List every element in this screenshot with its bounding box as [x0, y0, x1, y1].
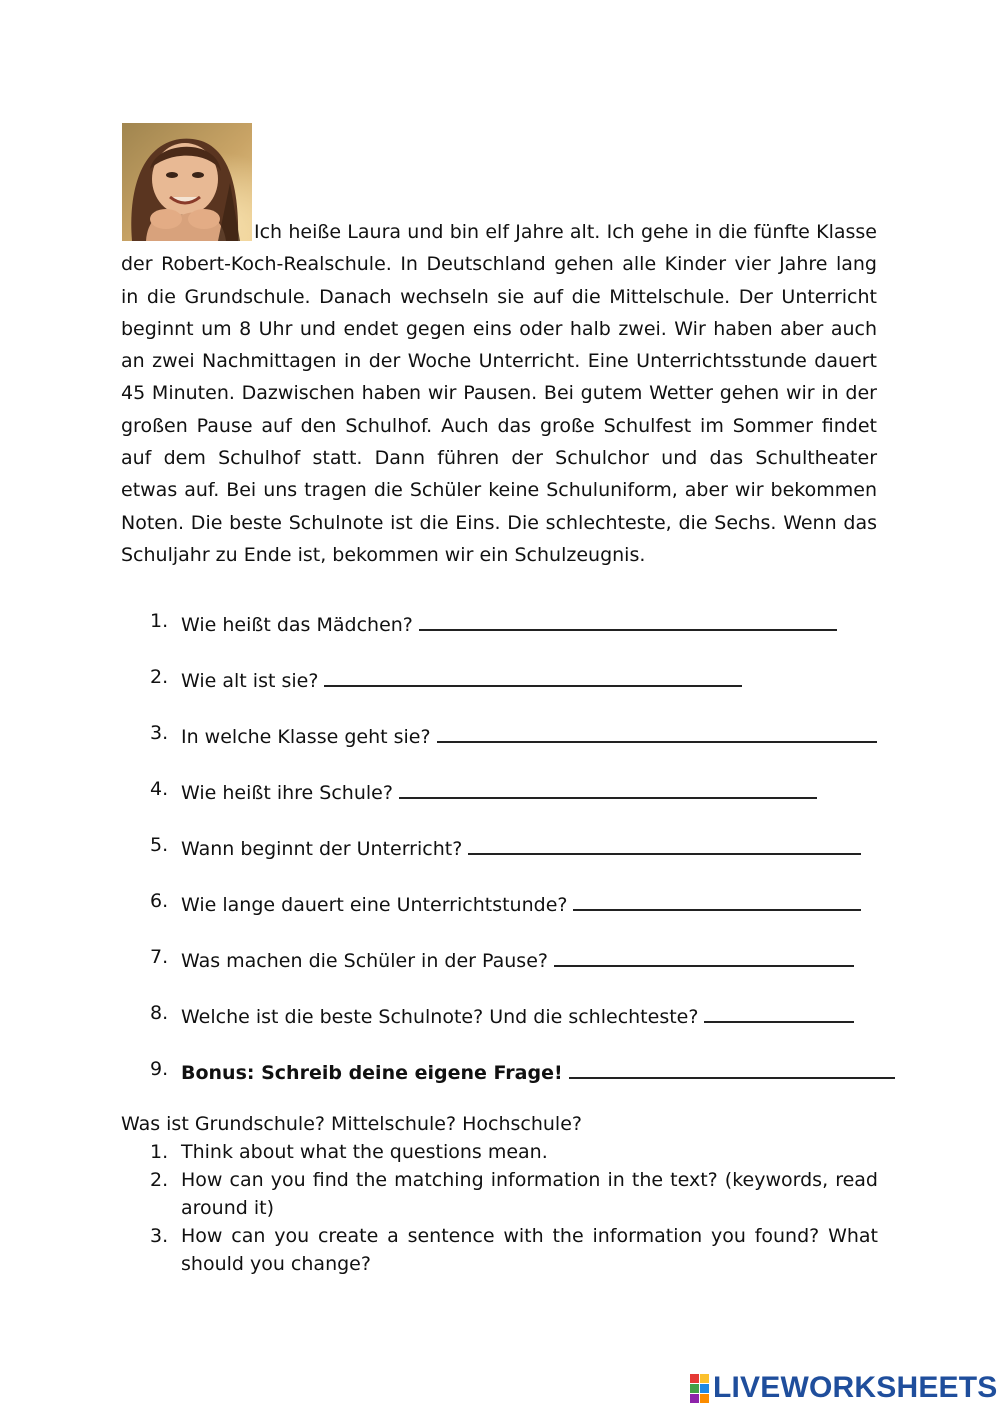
logo-square: [700, 1394, 709, 1403]
question-text: Wie lange dauert eine Unterrichtstunde?: [181, 894, 568, 916]
tip-text: Think about what the questions mean.: [181, 1141, 548, 1163]
question-number: 7.: [150, 946, 169, 968]
tip-item: [150, 1222, 878, 1278]
question-number: 3.: [150, 722, 169, 744]
tip-item: [150, 1166, 878, 1222]
tip-number: 1.: [150, 1141, 169, 1163]
question-text: Was machen die Schüler in der Pause?: [181, 950, 548, 972]
liveworksheets-logo[interactable]: [690, 1370, 998, 1406]
logo-square: [700, 1384, 709, 1393]
question-text: Wie heißt das Mädchen?: [181, 614, 413, 636]
tip-text: How can you create a sentence with the information you found? What should you change?: [181, 1225, 878, 1275]
question-text: Wann beginnt der Unterricht?: [181, 838, 463, 860]
question-text: Wie heißt ihre Schule?: [181, 782, 393, 804]
question-number: 4.: [150, 778, 169, 800]
reading-text: Ich heiße Laura und bin elf Jahre alt. Ich gehe in die fünfte Klasse der Robert-Koch-Realschule. In Deutschland gehen alle Kinder vier Jahre lang in die Grundschule. Danach wechseln sie auf die Mittelschule. Der Unterricht beginnt um 8 Uhr und endet gegen eins oder halb zwei. Wir haben aber auch an zwei Nachmittagen in der Woche Unterricht. Eine Unterrichtsstunde dauert 45 Minuten. Dazwischen haben wir Pausen. Bei gutem Wetter gehen wir in der großen Pause auf den Schulhof. Auch das große Schulfest im Sommer findet auf dem Schulhof statt. Dann führen der Schulchor und das Schultheater etwas auf. Bei uns tragen die Schüler keine Schuluniform, aber wir bekommen Noten. Die beste Schulnote ist die Eins. Die schlechteste, die Sechs. Wenn das Schuljahr zu Ende ist, bekommen wir ein Schulzeugnis.: [121, 221, 877, 566]
question-text: Wie alt ist sie?: [181, 670, 319, 692]
logo-square: [690, 1394, 699, 1403]
question-number: 2.: [150, 666, 169, 688]
answer-blank-1[interactable]: [419, 604, 837, 631]
answer-blank-5[interactable]: [468, 828, 861, 855]
answer-blank-6[interactable]: [573, 884, 861, 911]
tip-item: [150, 1138, 878, 1166]
tip-number: 2.: [150, 1169, 169, 1191]
answer-blank-3[interactable]: [437, 716, 877, 743]
question-number: 5.: [150, 834, 169, 856]
photo-spacer: [121, 237, 254, 238]
logo-square: [700, 1374, 709, 1383]
answer-blank-4[interactable]: [399, 772, 817, 799]
logo-square: [690, 1384, 699, 1393]
reading-passage: [121, 216, 877, 571]
question-text: In welche Klasse geht sie?: [181, 726, 431, 748]
question-number: 9.: [150, 1058, 169, 1080]
tips-list: [150, 1138, 878, 1278]
answer-blank-7[interactable]: [554, 940, 854, 967]
logo-text: LIVEWORKSHEETS: [713, 1371, 998, 1404]
question-text: Bonus: Schreib deine eigene Frage!: [181, 1062, 563, 1084]
answer-blank-8[interactable]: [704, 996, 854, 1023]
answer-blank-9[interactable]: [569, 1052, 895, 1079]
logo-square: [690, 1374, 699, 1383]
question-number: 1.: [150, 610, 169, 632]
question-number: 6.: [150, 890, 169, 912]
question-number: 8.: [150, 1002, 169, 1024]
tip-text: How can you find the matching information in the text? (keywords, read around it): [181, 1169, 878, 1219]
question-text: Welche ist die beste Schulnote? Und die schlechteste?: [181, 1006, 699, 1028]
logo-mark-icon: [690, 1374, 709, 1403]
tip-number: 3.: [150, 1225, 169, 1247]
vocabulary-question: Was ist Grundschule? Mittelschule? Hochschule?: [121, 1113, 582, 1135]
answer-blank-2[interactable]: [324, 660, 742, 687]
